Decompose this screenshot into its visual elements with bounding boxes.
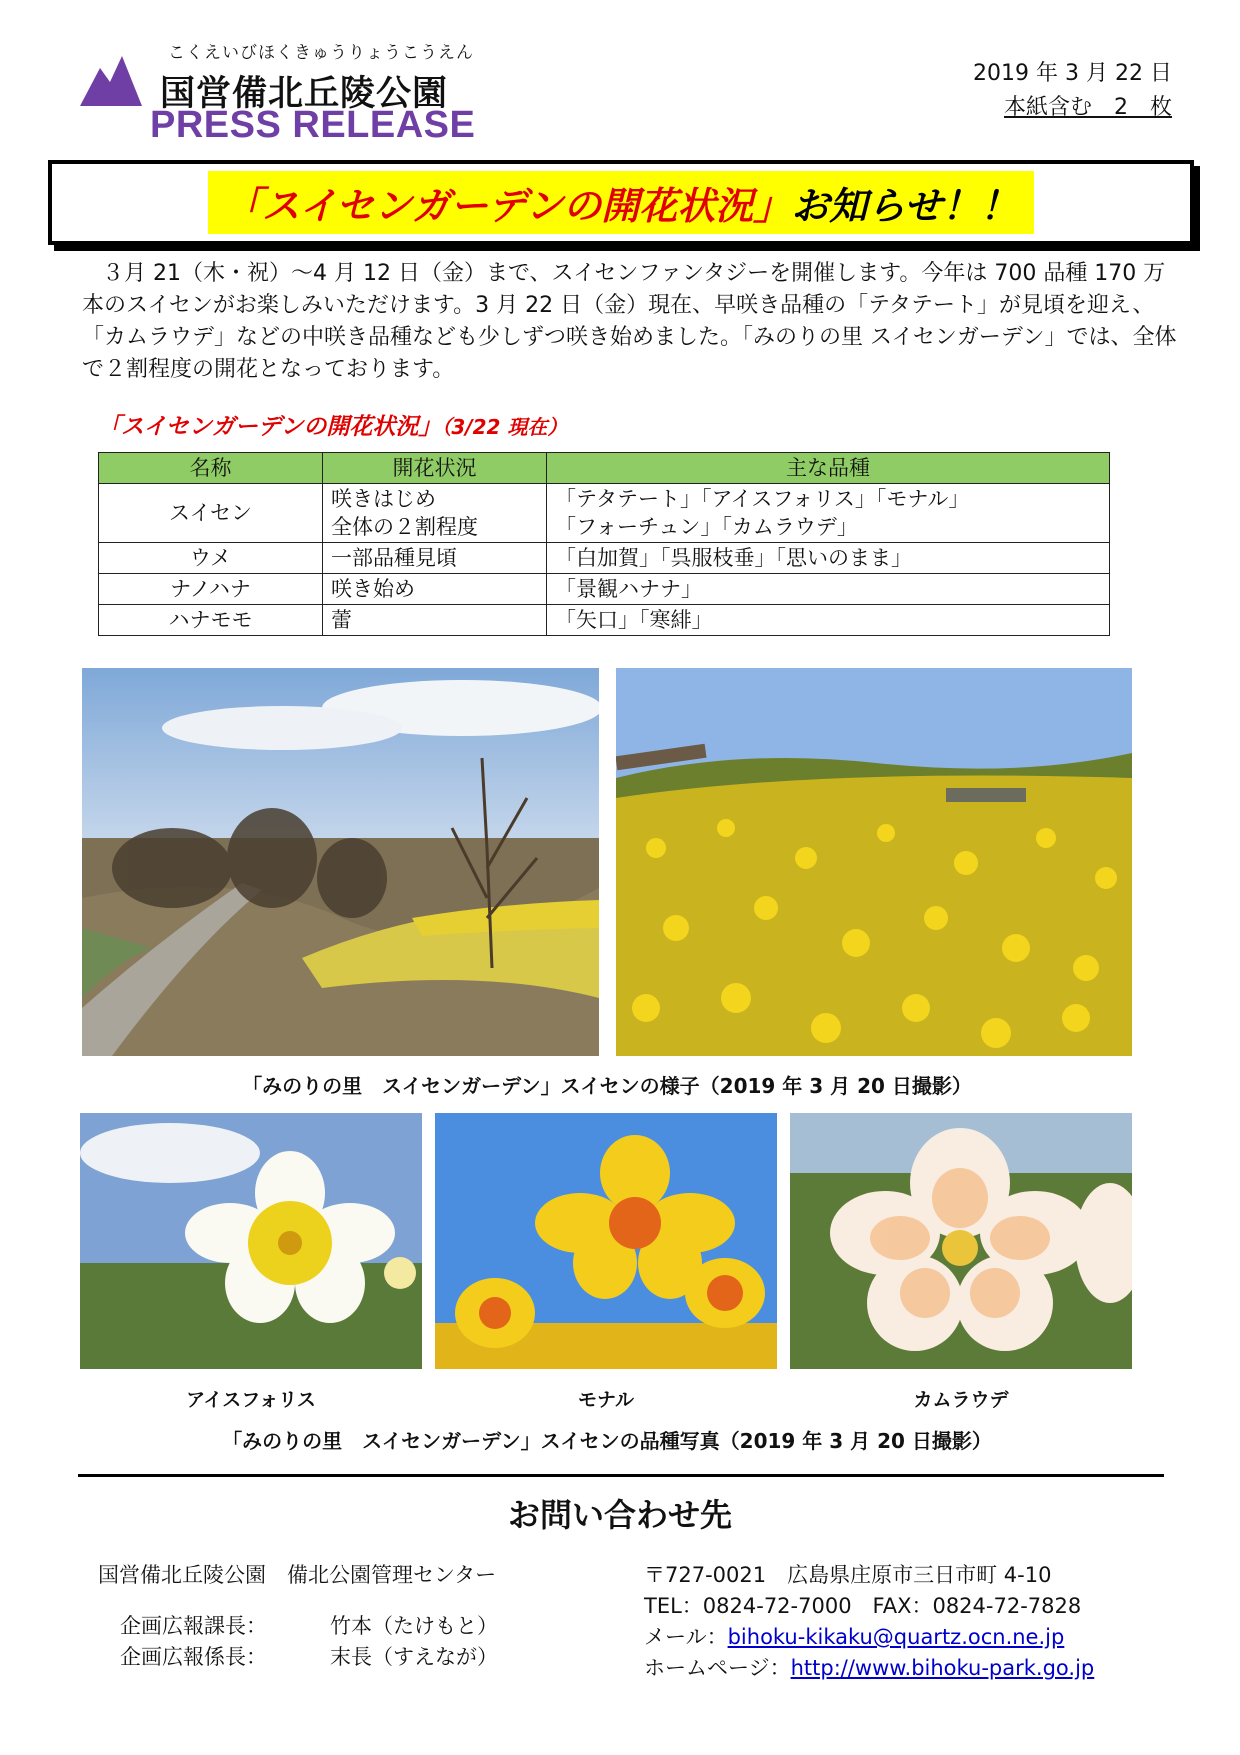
table-cell-status: 蕾: [323, 605, 547, 636]
section-heading-text: 「スイセンガーデンの開花状況」: [98, 414, 442, 440]
contact-person-1: 竹本（たけもと）: [330, 1614, 498, 1638]
title-black-text: お知らせ！！: [791, 184, 1019, 228]
title-box: [48, 160, 1194, 245]
section-heading: [98, 408, 567, 441]
contact-person-2: 末長（すえなが）: [330, 1645, 498, 1669]
table-cell-name: ウメ: [99, 543, 323, 574]
page-count: 本紙含む 2 枚: [1004, 95, 1172, 120]
page-title: [208, 171, 1034, 234]
table-header-row: [99, 453, 1110, 484]
varieties-line: 「フォーチュン」「カムラウデ」: [555, 515, 858, 539]
table-row: [99, 605, 1110, 636]
table-cell-name: スイセン: [99, 484, 323, 543]
garden-landscape-photo: [82, 668, 599, 1056]
logo-park-name: 国営備北丘陵公園: [160, 74, 449, 114]
photo-caption-2: 「みのりの里 スイセンガーデン」スイセンの品種写真（2019 年 3 月 20 日撮影）: [222, 1429, 992, 1453]
mail-link[interactable]: bihoku-kikaku@quartz.ocn.ne.jp: [727, 1625, 1065, 1649]
contact-heading: お問い合わせ先: [507, 1496, 732, 1534]
contact-mail-row: [644, 1622, 1064, 1653]
table-row: [99, 543, 1110, 574]
table-header-status: 開花状況: [323, 453, 547, 484]
contact-tel-fax: TEL：0824-72-7000 FAX：0824-72-7828: [644, 1594, 1082, 1618]
photo-caption-1: 「みのりの里 スイセンガーデン」スイセンの様子（2019 年 3 月 20 日撮影）: [242, 1074, 972, 1098]
varieties-line: 「テタテート」「アイスフォリス」「モナル」: [555, 487, 970, 511]
variety-name-icefollies: アイスフォリス: [186, 1389, 316, 1411]
table-row: [99, 484, 1110, 543]
table-cell-name: ナノハナ: [99, 574, 323, 605]
logo-press-release: PRESS RELEASE: [150, 104, 476, 146]
title-red-text: 「スイセンガーデンの開花状況」: [223, 184, 792, 228]
contact-role-1: 企画広報課長：: [120, 1614, 267, 1638]
daffodil-field-photo: [616, 668, 1132, 1056]
monal-photo: [435, 1113, 777, 1369]
contact-web-row: [644, 1653, 1094, 1684]
table-cell-status: [323, 484, 547, 543]
table-header-name: 名称: [99, 453, 323, 484]
mail-label: メール：: [644, 1625, 728, 1649]
table-cell-varieties: 「景観ハナナ」: [547, 574, 1110, 605]
divider: [78, 1474, 1164, 1477]
logo-kana: こくえいびほくきゅうりょうこうえん: [168, 43, 474, 63]
release-date: 2019 年 3 月 22 日: [973, 61, 1172, 86]
table-row: [99, 574, 1110, 605]
table-header-varieties: 主な品種: [547, 453, 1110, 484]
table-cell-name: ハナモモ: [99, 605, 323, 636]
variety-name-cum-laude: カムラウデ: [913, 1389, 1009, 1411]
table-cell-varieties: [547, 484, 1110, 543]
table-cell-status: 一部品種見頃: [323, 543, 547, 574]
variety-name-monal: モナル: [577, 1389, 635, 1411]
website-link[interactable]: http://www.bihoku-park.go.jp: [790, 1656, 1095, 1680]
status-line: 咲きはじめ: [331, 487, 436, 511]
bloom-status-table: [98, 452, 1110, 636]
contact-role-2: 企画広報係長：: [120, 1645, 267, 1669]
table-cell-varieties: 「白加賀」「呉服枝垂」「思いのまま」: [547, 543, 1110, 574]
contact-org: 国営備北丘陵公園 備北公園管理センター: [98, 1563, 497, 1587]
park-logo-mountain-icon: [80, 50, 142, 106]
icefollies-photo: [80, 1113, 422, 1369]
intro-paragraph: ３月 21（木・祝）～4 月 12 日（金）まで、スイセンファンタジーを開催します。今年は 700 品種 170 万本のスイセンがお楽しみいただけます。3 月 22 日（金）現在、早咲き品種の「テタテート」が見頃を迎え、「カムラウデ」などの中咲き品種なども少しずつ咲き始めました。「みのりの里 スイセンガーデン」では、全体で２割程度の開花となっております。: [82, 261, 1177, 382]
cum-laude-photo: [790, 1113, 1132, 1369]
status-line: 全体の２割程度: [331, 515, 478, 539]
web-label: ホームページ：: [644, 1656, 791, 1680]
table-cell-status: 咲き始め: [323, 574, 547, 605]
table-cell-varieties: 「矢口」「寒緋」: [547, 605, 1110, 636]
section-heading-date: （3/22 現在）: [441, 415, 568, 439]
contact-address: 〒727-0021 広島県庄原市三日市町 4-10: [644, 1563, 1052, 1587]
